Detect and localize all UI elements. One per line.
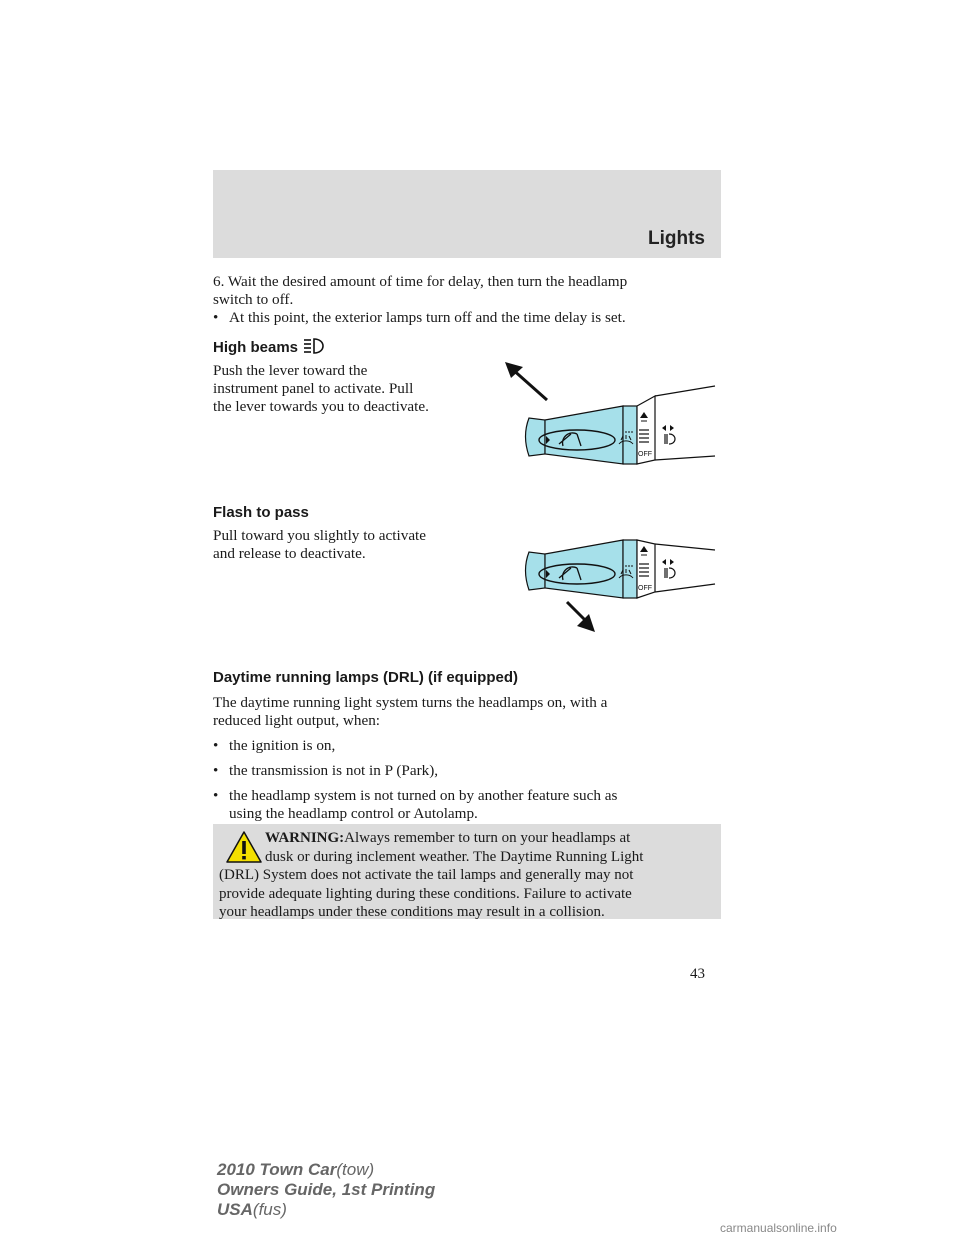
page-number: 43 [690,966,705,982]
lever-pull-figure [505,534,721,644]
bullet-dot: • [213,762,219,779]
footer [217,1160,435,1220]
footer-line-3 [217,1200,435,1220]
lever-collar [623,540,637,598]
high-beams-text [213,362,429,416]
bullet-dot: • [213,309,219,326]
lever-off-label: OFF [638,451,652,458]
high-beams-heading [213,337,328,357]
pull-arrow-shaft [567,602,585,620]
lever-stalk-bottom [655,456,715,460]
flash-icon [662,559,674,565]
list-item [213,787,723,823]
list-item [213,762,723,780]
section-header [213,170,721,258]
step-6-bullet [213,309,723,327]
flash-icon [662,425,674,431]
lever-stalk-top [655,544,715,550]
drl-bullet-2: the transmission is not in P (Park), [229,762,439,779]
bullet-dot: • [213,737,219,754]
warning-line-2: dusk or during inclement weather. The Daytime Running Light [265,848,644,865]
flash-to-pass-text [213,527,426,563]
high-beams-line-3: the lever towards you to deactivate. [213,398,429,415]
footer-region: USA [217,1200,253,1219]
drl-heading: Daytime running lamps (DRL) (if equipped) [213,669,519,686]
drl-bullet-3 [229,787,617,823]
footer-model-code: (tow) [336,1160,375,1179]
warning-line-3: (DRL) System does not activate the tail lamps and generally may not [219,867,634,883]
footer-guide: Owners Guide, 1st Printing [217,1180,436,1199]
footer-model: 2010 Town Car [217,1160,337,1179]
high-beams-line-2: instrument panel to activate. Pull [213,380,414,397]
warning-line-5: your headlamps under these conditions may result in a collision. [219,904,605,920]
bullet-dot: • [213,787,219,804]
footer-region-code: (fus) [252,1200,287,1219]
warning-box [213,824,721,919]
drl-intro-line-1: The daytime running light system turns the headlamps on, with a [213,694,608,711]
lever-collar [623,406,637,464]
headlamp-icon [665,568,675,578]
watermark: carmanualsonline.info [720,1221,837,1235]
lever-push-figure [505,360,721,480]
lever-tip [526,418,546,456]
drl-intro-line-2: reduced light output, when: [213,712,381,729]
step-6-bullet-text: At this point, the exterior lamps turn off and the time delay is set. [229,309,626,326]
warning-line-1 [219,829,711,848]
headlamp-icon [665,434,675,444]
warning-text [219,829,711,922]
list-item [213,737,723,755]
lever-off-label: OFF [638,585,652,592]
step-6-line-1: 6. Wait the desired amount of time for delay, then turn the headlamp [213,273,628,290]
drl-bullet-list [213,737,723,823]
flash-to-pass-heading: Flash to pass [213,504,309,521]
flash-to-pass-line-2: and release to deactivate. [213,545,366,562]
lever-stalk-bottom [655,584,715,592]
high-beam-icon [304,337,328,355]
lever-tip [526,552,546,590]
warning-line-1-text: Always remember to turn on your headlamps at [344,830,631,846]
drl-intro [213,694,723,730]
step-6-line-2: switch to off. [213,291,294,308]
high-beams-line-1: Push the lever toward the [213,362,368,379]
drl-bullet-3-line-1: the headlamp system is not turned on by another feature such as [229,787,618,804]
drl-bullet-1: the ignition is on, [229,737,336,754]
section-title: Lights [648,228,705,249]
lever-stalk-top [655,386,715,396]
footer-line-2 [217,1180,435,1200]
high-beams-title: High beams [213,339,299,356]
flash-to-pass-line-1: Pull toward you slightly to activate [213,527,427,544]
footer-line-1 [217,1160,435,1180]
step-6 [213,273,723,327]
warning-label: WARNING: [265,830,345,846]
warning-line-4: provide adequate lighting during these conditions. Failure to activate [219,885,632,902]
drl-bullet-3-line-2: using the headlamp control or Autolamp. [229,805,478,822]
